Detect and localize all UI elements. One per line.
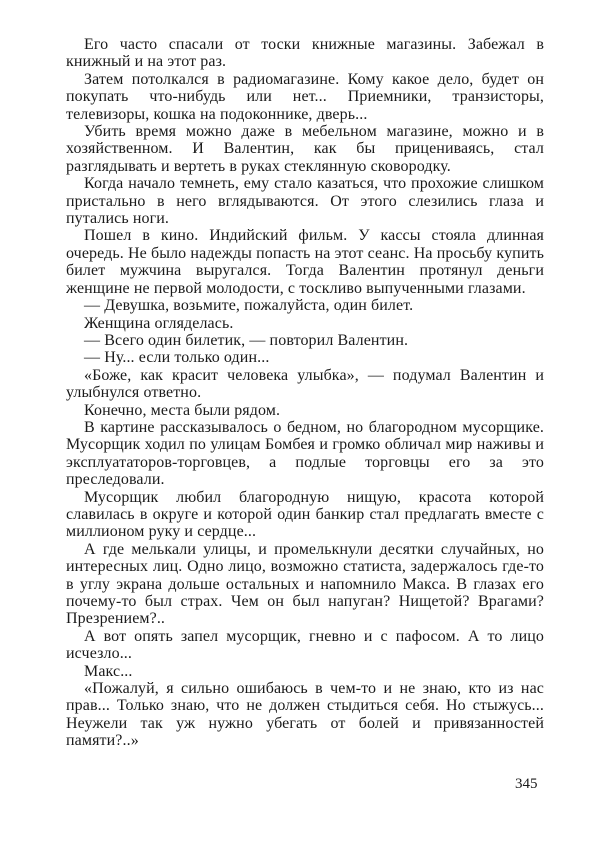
paragraph-1: Его часто спасали от тоски книжные магазины. Забежал в книжный и на этот раз. bbox=[66, 36, 544, 71]
paragraph-3: Убить время можно даже в мебельном магазине, можно и в хозяйственном. И Валентин, как бы прицениваясь, стал разглядывать и вертеть в руках стеклянную сковородку. bbox=[66, 123, 544, 175]
page-number: 345 bbox=[515, 776, 538, 792]
paragraph-7: Женщина огляделась. bbox=[84, 314, 234, 332]
paragraph-12: В картине рассказывалось о бедном, но благородном мусорщике. Мусорщик ходил по улицам Бомбея и громко обличал мир наживы и эксплуататоров-торговцев, а подлые торговцы его за это преследовали. bbox=[66, 418, 544, 489]
paragraph-8: — Всего один билетик, — повторил Валентин. bbox=[84, 331, 409, 349]
paragraph-11: Конечно, места были рядом. bbox=[84, 401, 281, 419]
paragraph-10: «Боже, как красит человека улыбка», — подумал Валентин и улыбнулся ответно. bbox=[66, 366, 544, 402]
paragraph-15: А вот опять запел мусорщик, гневно и с пафосом. А то лицо исчезло... bbox=[66, 627, 544, 663]
paragraph-6: — Девушка, возьмите, пожалуйста, один билет. bbox=[84, 297, 414, 315]
page-body bbox=[66, 36, 544, 796]
paragraph-13: Мусорщик любил благородную нищую, красота которой славилась в округе и которой один банкир стал предлагать вместе с миллионом руку и сердце... bbox=[66, 488, 544, 541]
paragraph-17: «Пожалуй, я сильно ошибаюсь в чем-то и не знаю, кто из нас прав... Только знаю, что не должен стыдиться себя. Но стыжусь... Неужели так уж нужно убегать от болей и привязанностей памяти?..» bbox=[66, 680, 544, 750]
text-column bbox=[66, 36, 544, 750]
paragraph-16: Макс... bbox=[84, 662, 133, 680]
paragraph-2: Затем потолкался в радиомагазине. Кому какое дело, будет он покупать что-нибудь или нет... Приемники, транзисторы, телевизоры, кошка на подоконнике, дверь... bbox=[66, 70, 544, 123]
paragraph-5: Пошел в кино. Индийский фильм. У кассы стояла длинная очередь. Не было надежды попасть на этот сеанс. На просьбу купить билет мужчина выругался. Тогда Валентин протянул деньги женщине не первой молодости, с тоскливо выпученными глазами. bbox=[66, 227, 544, 297]
paragraph-9: — Ну... если только один... bbox=[84, 349, 270, 367]
paragraph-4: Когда начало темнеть, ему стало казаться, что прохожие слишком пристально в него вглядываются. От этого слезились глаза и путались ноги. bbox=[66, 175, 544, 228]
paragraph-14: А где мелькали улицы, и промелькнули десятки случайных, но интересных лиц. Одно лицо, возможно статиста, задержалось где-то в углу экрана дольше остальных и напомнило Макса. В глазах его почему-то был страх. Чем он был напуган? Нищетой? Врагами? Презрением?.. bbox=[66, 540, 544, 628]
